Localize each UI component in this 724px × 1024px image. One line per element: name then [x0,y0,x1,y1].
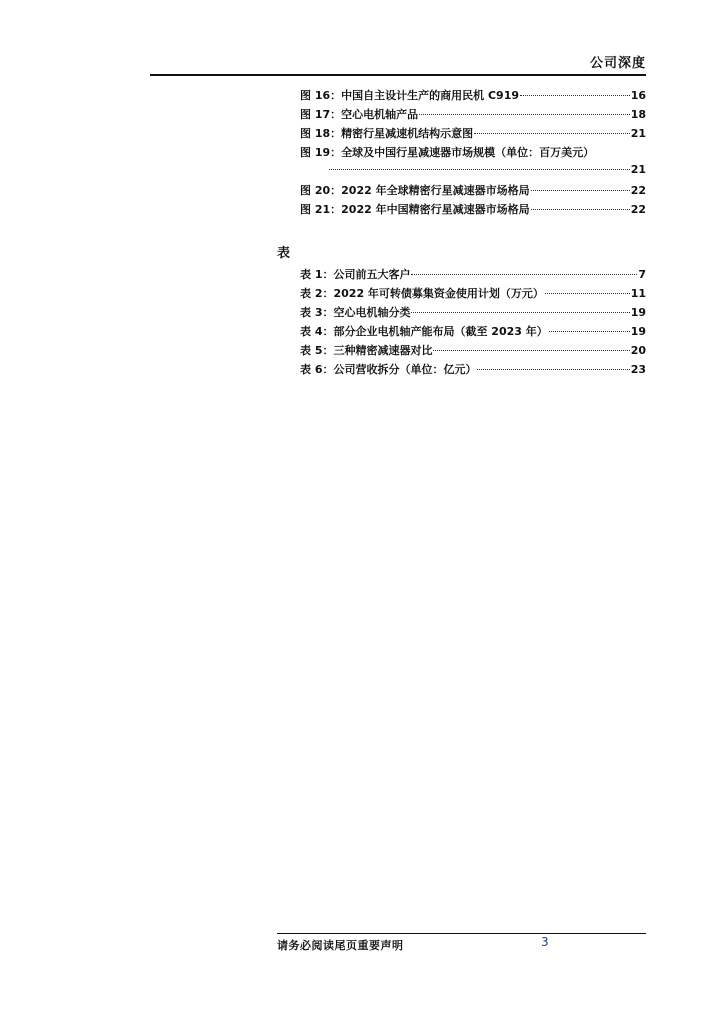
toc-entry-table-5[interactable] [300,342,646,361]
toc-entry-label: 图 20：2022 年全球精密行星减速器市场格局 [300,184,530,197]
dot-leader [433,350,629,351]
dot-leader [411,274,637,275]
toc-entry-page: 22 [630,203,646,216]
figure-list [300,87,646,220]
header-divider [150,74,646,76]
toc-entry-label: 图 21：2022 年中国精密行星减速器市场格局 [300,203,530,216]
toc-entry-figure-20[interactable] [300,182,646,201]
toc-entry-label: 表 1：公司前五大客户 [300,268,411,281]
footer-divider [277,933,646,934]
toc-entry-label: 图 19：全球及中国行星减速器市场规模（单位：百万美元） [300,146,595,159]
toc-entry-figure-19[interactable] [300,144,646,182]
toc-entry-page: 18 [630,108,646,121]
toc-entry-page: 19 [630,306,646,319]
toc-entry-table-6[interactable] [300,361,646,380]
toc-entry-page: 21 [630,163,646,176]
header-title: 公司深度 [589,56,646,71]
toc-entry-page: 11 [630,287,646,300]
toc-entry-page: 19 [630,325,646,338]
disclaimer-note: 请务必阅读尾页重要声明 [277,939,404,952]
toc-entry-label: 图 17：空心电机轴产品 [300,108,419,121]
toc-entry-page: 7 [638,268,646,281]
toc-entry-label: 表 5：三种精密减速器对比 [300,344,433,357]
tables-section-heading: 表 [277,246,291,261]
toc-entry-label: 图 18：精密行星减速机结构示意图 [300,127,474,140]
toc-entry-label: 表 3：空心电机轴分类 [300,306,411,319]
toc-entry-figure-16[interactable] [300,87,646,106]
dot-leader [545,293,630,294]
toc-entry-table-1[interactable] [300,266,646,285]
toc-entry-page: 23 [630,363,646,376]
dot-leader [474,133,630,134]
toc-entry-label: 表 2：2022 年可转债募集资金使用计划（万元） [300,287,544,300]
toc-entry-label: 表 6：公司营收拆分（单位：亿元） [300,363,477,376]
toc-entry-label: 表 4：部分企业电机轴产能布局（截至 2023 年） [300,325,548,338]
dot-leader [531,190,630,191]
toc-entry-page: 16 [630,89,646,102]
dot-leader [411,312,629,313]
toc-entry-continuation [300,163,646,182]
toc-entry-table-2[interactable] [300,285,646,304]
toc-entry-figure-17[interactable] [300,106,646,125]
toc-entry-table-4[interactable] [300,323,646,342]
dot-leader [419,114,630,115]
toc-entry-figure-21[interactable] [300,201,646,220]
dot-leader [329,169,630,170]
toc-entry-table-3[interactable] [300,304,646,323]
toc-entry-page: 22 [630,184,646,197]
toc-entry-label: 图 16：中国自主设计生产的商用民机 C919 [300,89,519,102]
dot-leader [520,95,630,96]
toc-entry-page: 20 [630,344,646,357]
table-list [300,266,646,380]
dot-leader [477,369,629,370]
dot-leader [549,331,630,332]
toc-entry-figure-18[interactable] [300,125,646,144]
page-number: 3 [541,935,549,949]
dot-leader [531,209,630,210]
toc-entry-page: 21 [630,127,646,140]
